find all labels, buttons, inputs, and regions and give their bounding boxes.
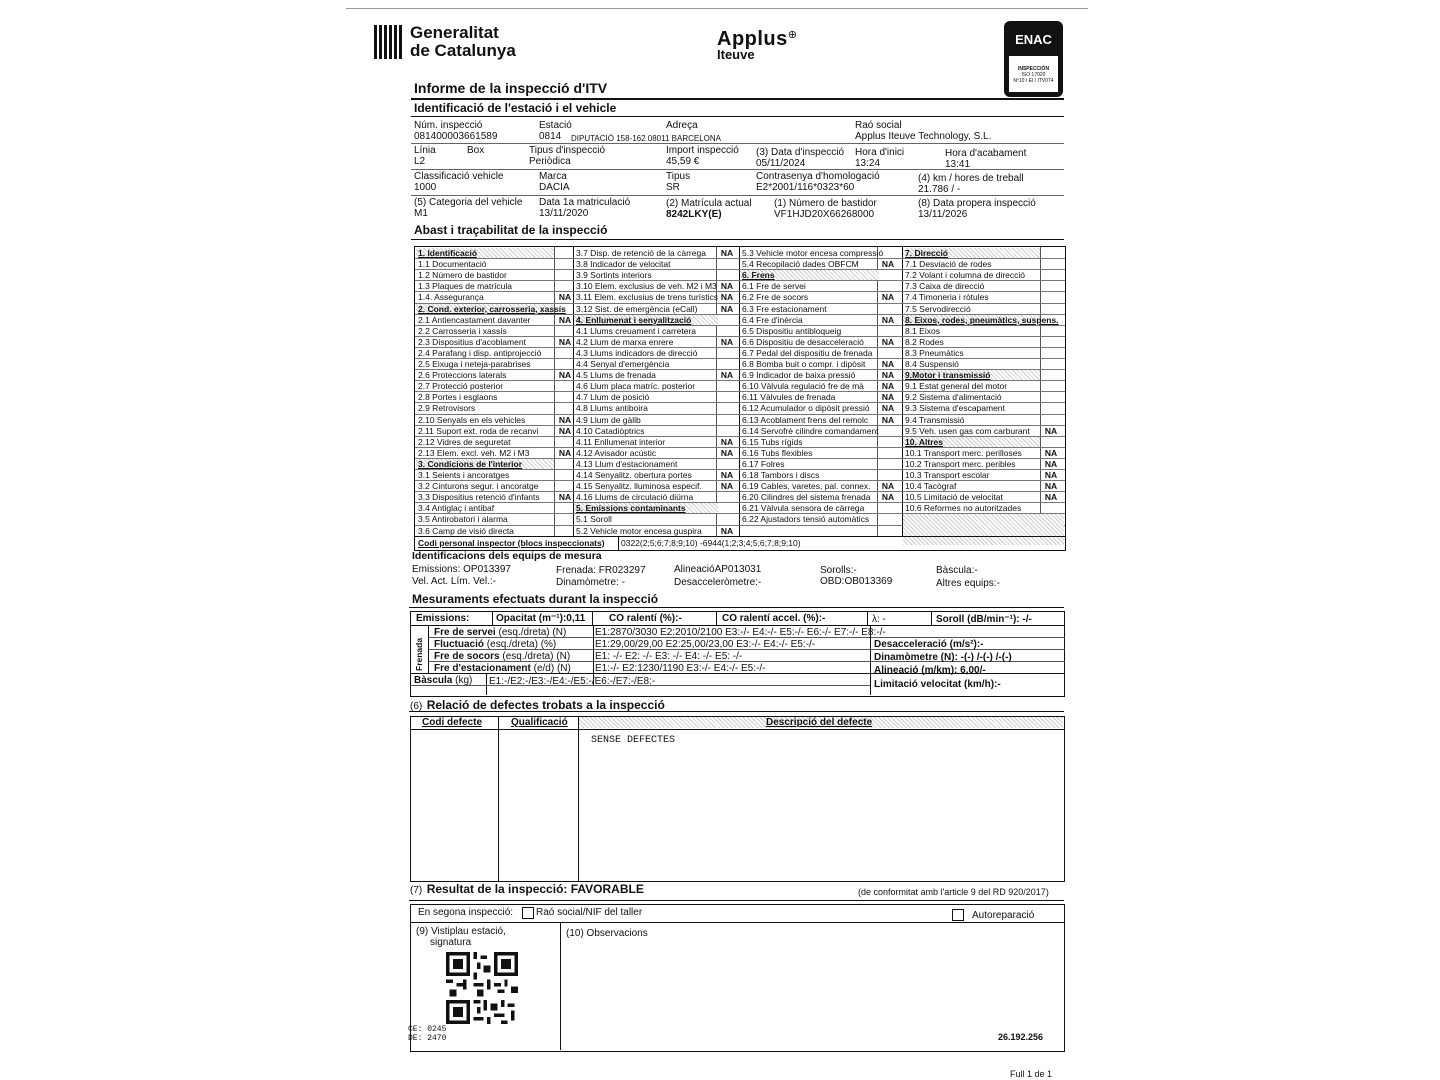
propera-label: (8) Data propera inspecció — [918, 198, 1036, 209]
abast-item: 4.4 Senyal d'emergència — [576, 359, 670, 369]
abast-item: 8.3 Pneumàtics — [905, 347, 964, 358]
abast-item: 6.7 Pedal del dispositiu de frenada — [742, 347, 873, 358]
abast-item: 9.1 Estat general del motor — [905, 381, 1008, 392]
abast-item: 5.1 Soroll — [576, 514, 612, 525]
abast-empty-shade — [903, 514, 1064, 544]
abast-na-mark: NA — [720, 470, 734, 480]
abast-na-mark: NA — [558, 447, 572, 458]
resultat-rule — [409, 900, 1064, 901]
abast-item: 3.9 Sortints interiors — [576, 270, 652, 281]
enac-word: ENAC — [1015, 32, 1052, 47]
sense-defectes-text: SENSE DEFECTES — [591, 735, 676, 746]
rao-social-label: Raó social — [855, 120, 902, 131]
enac-small-3: Nº10 / EI / ITV074 — [1013, 78, 1054, 84]
abast-na-mark: NA — [881, 359, 895, 369]
abast-na-mark: NA — [881, 370, 895, 381]
bascula-label — [414, 675, 472, 686]
abast-item: 9.2 Sistema d'alimentació — [905, 392, 1002, 403]
abast-na-mark: NA — [881, 381, 895, 392]
linia-value: L2 — [414, 156, 426, 167]
applus-logo — [717, 28, 797, 62]
fre-socors-label — [434, 651, 570, 662]
categoria-value: M1 — [414, 208, 428, 219]
col-codi-defecte: Codi defecte — [422, 717, 483, 728]
abast-item: 3.12 Sist. de emergència (eCall) — [576, 303, 698, 314]
vistiplau-label-1: (9) Vistiplau estació, — [416, 926, 506, 937]
classificacio-label: Classificació vehicle — [414, 171, 504, 182]
box-label: Box — [467, 145, 485, 156]
abast-item: 3.11 Elem. exclusius de trens turístics — [576, 292, 719, 303]
abast-item: 4.3 Llums indicadors de direcció — [576, 347, 698, 358]
mes-lambda: λ: - — [872, 614, 886, 625]
enac-small-1: INSPECCIÓN — [1017, 66, 1050, 72]
ident-section-title: Identificació de l'estació i el vehicle — [414, 101, 617, 115]
abast-na-mark: NA — [1044, 447, 1058, 458]
abast-na-mark: NA — [881, 492, 895, 503]
generalitat-line2: de Catalunya — [410, 41, 516, 60]
adreca-value: DIPUTACIÓ 158-162 08011 BARCELONA — [571, 134, 721, 143]
abast-item: 9.3 Sistema d'escapament — [905, 403, 1005, 414]
resultat-title — [410, 880, 644, 898]
frenada-vertical-text: Frenada — [414, 637, 424, 671]
abast-item: 2. Cond. exterior, carrosseria, xassís — [418, 303, 566, 314]
abast-item: 10.6 Reformes no autoritzades — [905, 503, 1022, 514]
rao-social-value: Applus Iteuve Technology, S.L. — [855, 131, 992, 142]
fre-estac-unit: (e/d) (N) — [533, 663, 571, 674]
abast-item: 6.15 Tubs rígids — [742, 436, 803, 447]
codi-divider — [618, 536, 619, 550]
segona-inspeccio-label: En segona inspecció: — [418, 907, 514, 918]
ident-row2-rule — [411, 169, 1064, 170]
abast-item: 10.2 Transport merc. peribles — [905, 458, 1016, 469]
mesuraments-title: Mesuraments efectuats durant la inspecció — [412, 592, 659, 606]
abast-item: 4.13 Llum d'estacionament — [576, 458, 678, 469]
abast-item: 4.6 Llum placa matríc. posterior — [576, 381, 696, 392]
abast-na-mark: NA — [720, 370, 734, 381]
codi-inspector-label: Codi personal inspector (blocs inspeccionats) — [418, 537, 605, 548]
abast-item: 4.1 Llums creuament i carretera — [576, 325, 696, 336]
abast-item: 2.3 Dispositius d'acoblament — [418, 336, 526, 347]
itv-report-page — [346, 8, 1088, 1080]
top-edge-line — [346, 8, 1088, 9]
autoreparacio-label: Autoreparació — [972, 910, 1035, 921]
abast-item: 6.10 Vàlvula regulació fre de mà — [742, 381, 864, 392]
abast-na-mark: NA — [1044, 470, 1058, 480]
linia-label: Línia — [414, 145, 436, 156]
mes-row-rule-1 — [410, 625, 1065, 626]
abast-item: 6.4 Fre d'inèrcia — [742, 314, 803, 325]
contrasenya-value: E2*2001/116*0323*60 — [756, 182, 855, 193]
abast-item: 3.7 Disp. de retenció de la càrrega — [576, 248, 706, 258]
abast-item: 6.9 Indicador de baixa pressió — [742, 370, 856, 381]
abast-item: 5.3 Vehicle motor encesa compressió — [742, 248, 884, 258]
abast-item: 2.6 Proteccions laterals — [418, 370, 507, 381]
enac-small-2: ISO 17020 — [1021, 72, 1046, 78]
abast-item: 10.5 Limitació de velocitat — [905, 492, 1003, 503]
contrasenya-label: Contrasenya d'homologació — [756, 171, 880, 182]
tipus-label: Tipus — [666, 171, 691, 182]
data-inspeccio-label: (3) Data d'inspecció — [756, 147, 845, 158]
qr-code-icon — [446, 952, 518, 1024]
abast-item: 6.19 Cables, varetes, pal. connex. — [742, 481, 871, 492]
document-number: 26.192.256 — [998, 1032, 1044, 1042]
generalitat-name — [410, 24, 516, 60]
mes-soroll: Soroll (dB/min⁻¹): -/- — [936, 614, 1032, 625]
ident-row1-rule — [411, 143, 1064, 144]
mes-vline-2 — [592, 611, 593, 625]
mes-vline-4 — [867, 611, 868, 625]
abast-item: 6.14 Servofrè cilindre comandament — [742, 425, 879, 436]
equip-frenada: Frenada: FR023297 — [556, 565, 646, 576]
defectes-header-rule — [410, 729, 1065, 730]
abast-item: 2.9 Retrovisors — [418, 403, 476, 414]
abast-item: 2.10 Senyals en els vehicles — [418, 414, 526, 425]
observacions-label: (10) Observacions — [566, 928, 648, 939]
abast-item: 8.1 Eixos — [905, 325, 940, 336]
km-label: (4) km / hores de treball — [918, 173, 1024, 184]
fre-estac-name: Fre d'estacionament — [434, 663, 531, 674]
abast-item: 8. Eixos, rodes, pneumàtics, suspens. — [905, 314, 1059, 325]
abast-na-mark: NA — [720, 336, 734, 347]
data-inspeccio-value: 05/11/2024 — [756, 158, 806, 169]
marca-value: DACIA — [539, 182, 570, 193]
equip-sorolls: Sorolls:- — [820, 565, 857, 576]
estacio-label: Estació — [539, 120, 572, 131]
abast-na-mark: NA — [881, 481, 895, 492]
resultat-inner-rule — [410, 922, 1065, 923]
abast-section-title: Abast i traçabilitat de la inspecció — [414, 223, 608, 237]
rao-nif-checkbox[interactable] — [522, 907, 534, 919]
abast-item: 8.2 Rodes — [905, 336, 944, 347]
mes-vline-8 — [486, 673, 487, 695]
abast-item: 1. Identificació — [418, 248, 478, 258]
fre-socors-value: E1: -/- E2: -/- E3: -/- E4: -/- E5: -/- — [595, 651, 743, 662]
abast-item: 4.5 Llums de frenada — [576, 370, 656, 381]
abast-rule — [411, 239, 1064, 240]
ce-code: CE: 0245 — [408, 1025, 447, 1034]
km-value: 21.786 / - — [918, 184, 961, 195]
abast-item: 2.11 Suport ext. roda de recanvi — [418, 425, 539, 436]
abast-item: 10. Altres — [905, 436, 943, 447]
defectes-table — [410, 716, 1065, 882]
abast-na-mark: NA — [1044, 481, 1058, 492]
abast-item: 6.12 Acumulador o dipòsit pressió — [742, 403, 870, 414]
resultat-col-rule — [560, 922, 561, 1050]
enac-seal-inner — [1009, 56, 1058, 92]
abast-row-rule — [739, 525, 902, 526]
num-inspeccio-label: Núm. inspecció — [414, 120, 483, 131]
equip-obd: OBD:OB013369 — [820, 576, 893, 587]
ident-row3-rule — [411, 195, 1064, 196]
abast-item: 6.21 Vàlvula sensora de càrrega — [742, 503, 865, 514]
abast-item: 6.20 Cilindres del sistema frenada — [742, 492, 871, 503]
defectes-col-rule-2 — [578, 716, 579, 882]
equip-alineacio: AlineacióAP013031 — [674, 564, 762, 575]
abast-item: 3.10 Elem. exclusius de veh. M2 i M3 — [576, 281, 717, 292]
abast-na-mark: NA — [558, 370, 572, 381]
dinamometre: Dinamòmetre (N): -(-) /-(-) /-(-) — [874, 652, 1012, 663]
fluctuacio-unit: (esq./dreta) (%) — [486, 639, 557, 650]
abast-item: 4.12 Avisador acústic — [576, 447, 657, 458]
codi-inspector-value: 0322(2;5;6;7;8;9;10) -6944(1;2;3;4;5;6;7;8;9;10) — [621, 537, 801, 548]
defectes-col-rule-1 — [498, 716, 499, 882]
matricula-value: 8242LKY(E) — [666, 209, 722, 220]
abast-item: 10.3 Transport escolar — [905, 470, 990, 480]
hora-acabament-label: Hora d'acabament — [945, 148, 1027, 159]
abast-na-mark: NA — [881, 314, 895, 325]
abast-item: 3.5 Antirobatori i alarma — [418, 514, 508, 525]
abast-item: 3.4 Antiglaç i antibaf — [418, 503, 495, 514]
abast-item: 8.4 Suspensió — [905, 359, 959, 369]
categoria-label: (5) Categoria del vehicle — [414, 197, 523, 208]
equip-emissions: Emissions: OP013397 — [412, 564, 511, 575]
abast-na-mark: NA — [558, 425, 572, 436]
abast-item: 6.22 Ajustadors tensió automàtics — [742, 514, 870, 525]
mes-vline-1 — [492, 611, 493, 625]
abast-item: 6.13 Acoblament frens del remolc — [742, 414, 869, 425]
bascula-name: Bàscula — [414, 675, 453, 686]
tipus-inspeccio-label: Tipus d'inspecció — [529, 145, 606, 156]
abast-item: 2.7 Protecció posterior — [418, 381, 504, 392]
abast-item: 2.4 Parafang i disp. antiprojecció — [418, 347, 542, 358]
abast-item: 4.11 Enllumenat interior — [576, 436, 666, 447]
fre-servei-label — [434, 627, 566, 638]
abast-item: 6.8 Bomba buit o compr. i dipòsit — [742, 359, 866, 369]
defectes-title-text: Relació de defectes trobats a la inspecció — [426, 698, 665, 712]
abast-item: 5.4 Recopilació dades OBFCM — [742, 259, 859, 270]
abast-item: 4.9 Llum de gàlib — [576, 414, 641, 425]
abast-na-mark: NA — [720, 248, 734, 258]
mes-vline-6 — [428, 625, 429, 673]
hora-inici-value: 13:24 — [855, 158, 881, 169]
frenada-vertical-label — [412, 627, 426, 673]
abast-item: 6.5 Dispositiu antibloqueig — [742, 325, 842, 336]
matricula-label: (2) Matrícula actual — [666, 198, 752, 209]
abast-item: 4.15 Senyalitz. lluminosa especif. — [576, 481, 702, 492]
abast-na-mark: NA — [720, 436, 734, 447]
abast-na-mark: NA — [720, 303, 734, 314]
applus-brand-name: Applus — [717, 28, 788, 50]
conformitat-note: (de conformitat amb l'article 9 del RD 920/2017) — [858, 887, 1049, 897]
import-value: 45,59 € — [666, 156, 700, 167]
abast-item: 1.3 Plaques de matrícula — [418, 281, 513, 292]
abast-item: 7.3 Caixa de direcció — [905, 281, 985, 292]
limitacio: Limitació velocitat (km/h):- — [874, 679, 1001, 690]
defectes-title-num: (6) — [410, 701, 423, 712]
plus-circle-icon: ⊕ — [787, 29, 797, 41]
abast-item: 2.1 Antiencastament davanter — [418, 314, 531, 325]
de-code: DE: 2470 — [408, 1034, 447, 1043]
abast-item: 9.4 Transmissió — [905, 414, 965, 425]
applus-brand-sub: Iteuve — [717, 47, 755, 62]
abast-item: 6.1 Fre de servei — [742, 281, 806, 292]
mes-vline-5 — [931, 611, 932, 625]
bascula-value: E1:-/E2:-/E3:-/E4:-/E5:-/E6:-/E7:-/E8:- — [489, 676, 656, 687]
fre-servei-value: E1:2870/3030 E2:2010/2100 E3:-/- E4:-/- E5:-/- E6:-/- E7:-/- E8:-/- — [595, 627, 886, 638]
abast-item: 3. Condicions de l'interior — [418, 458, 523, 469]
fluctuacio-name: Fluctuació — [434, 639, 485, 650]
abast-item: 4. Enllumenat i senyalització — [576, 314, 692, 325]
abast-item: 10.4 Tacògraf — [905, 481, 957, 492]
document-title: Informe de la inspecció d'ITV — [414, 80, 608, 96]
fluctuacio-label — [434, 639, 556, 650]
page-number: Full 1 de 1 — [1010, 1069, 1053, 1079]
hora-inici-label: Hora d'inici — [855, 147, 905, 158]
abast-item: 6.2 Fre de socors — [742, 292, 809, 303]
abast-na-mark: NA — [720, 525, 734, 536]
abast-na-mark: NA — [881, 336, 895, 347]
abast-na-mark: NA — [558, 414, 572, 425]
abast-item: 2.8 Portes i esglaons — [418, 392, 498, 403]
abast-item: 7.1 Desviació de rodes — [905, 259, 992, 270]
abast-item: 9.5 Veh. usen gas com carburant — [905, 425, 1030, 436]
abast-item: 4.14 Senyalitz. obertura portes — [576, 470, 692, 480]
abast-item: 6.16 Tubs flexibles — [742, 447, 813, 458]
generalitat-logo-icon — [374, 25, 402, 59]
propera-value: 13/11/2026 — [918, 209, 968, 220]
adreca-label: Adreça — [666, 120, 698, 131]
fre-estac-value: E1:-/- E2:1230/1190 E3:-/- E4:-/- E5:-/- — [595, 663, 766, 674]
fre-socors-name: Fre de socors — [434, 651, 500, 662]
data-matriculacio-value: 13/11/2020 — [539, 208, 589, 219]
abast-item: 9.Motor i transmissió — [905, 370, 991, 381]
title-rule — [411, 98, 1064, 100]
abast-item: 7. Direcció — [905, 248, 948, 258]
abast-item: 3.8 Indicador de velocitat — [576, 259, 671, 270]
mes-vline-3 — [716, 611, 717, 625]
bastidor-value: VF1HJD20X66268000 — [774, 209, 875, 220]
mesuraments-rule — [409, 607, 1064, 608]
abast-item: 3.3 Dispositius retenció d'infants — [418, 492, 540, 503]
abast-na-mark: NA — [881, 292, 895, 303]
abast-item: 10.1 Transport merc. perilloses — [905, 447, 1022, 458]
abast-item: 4.10 Catadiòptrics — [576, 425, 645, 436]
num-inspeccio-value: 081400003661589 — [414, 131, 498, 142]
abast-item: 1.4. Assegurança — [418, 292, 484, 303]
data-matriculacio-label: Data 1a matriculació — [539, 197, 631, 208]
abast-item: 6.11 Vàlvules de frenada — [742, 392, 836, 403]
col-qualificacio: Qualificació — [511, 717, 568, 728]
mes-co-ralenti: CO ralentí (%):- — [609, 613, 682, 624]
abast-item: 3.2 Cinturons segur. i ancoratge — [418, 481, 539, 492]
alineacio: Alineació (m/km): 6,00/- — [874, 665, 986, 676]
abast-item: 5.2 Vehicle motor encesa guspira — [576, 525, 702, 536]
abast-na-mark: NA — [1044, 425, 1058, 436]
fre-socors-unit: (esq./dreta) (N) — [502, 651, 571, 662]
abast-item: 6. Frens — [742, 270, 775, 281]
abast-na-mark: NA — [881, 392, 895, 403]
mes-emissions-label: Emissions: — [416, 613, 470, 624]
abast-item: 2.2 Carrosseria i xassís — [418, 325, 507, 336]
abast-item: 3.1 Seients i ancoratges — [418, 470, 510, 480]
resultat-title-text: Resultat de la inspecció: FAVORABLE — [426, 882, 644, 896]
abast-na-mark: NA — [558, 492, 572, 503]
fluctuacio-value: E1:29,00/29,00 E2:25,00/23,00 E3:-/- E4:-/- E5:-/- — [595, 639, 816, 650]
equip-vel: Vel. Act. Lím. Vel.:- — [412, 576, 496, 587]
abast-item: 6.6 Dispositiu de desacceleració — [742, 336, 864, 347]
enac-seal — [1004, 21, 1063, 97]
abast-item: 4.2 Llum de marxa enrere — [576, 336, 674, 347]
equip-bascula: Bàscula:- — [936, 565, 978, 576]
abast-item: 7.5 Servodirecció — [905, 303, 971, 314]
abast-item: 4.7 Llum de posició — [576, 392, 650, 403]
abast-item: 6.3 Fre estacionament — [742, 303, 827, 314]
abast-item: 2.13 Elem. excl. veh. M2 i M3 — [418, 447, 530, 458]
abast-na-mark: NA — [720, 481, 734, 492]
abast-item: 6.17 Folres — [742, 458, 785, 469]
abast-na-mark: NA — [720, 292, 734, 303]
abast-na-mark: NA — [558, 336, 572, 347]
abast-item: 1.1 Documentació — [418, 259, 487, 270]
abast-na-mark: NA — [558, 292, 572, 303]
abast-item: 6.18 Tambors i discs — [742, 470, 820, 480]
abast-item: 7.2 Volant i columna de direcció — [905, 270, 1026, 281]
vistiplau-label-2: signatura — [430, 937, 472, 948]
resultat-title-num: (7) — [410, 885, 423, 896]
abast-na-mark: NA — [720, 281, 734, 292]
fre-servei-name: Fre de servei — [434, 627, 496, 638]
abast-item: 7.4 Timoneria i ròtules — [905, 292, 989, 303]
marca-label: Marca — [539, 171, 567, 182]
abast-item: 2.12 Vidres de seguretat — [418, 436, 511, 447]
abast-na-mark: NA — [558, 314, 572, 325]
ident-rule — [411, 116, 1064, 117]
defectes-rule — [409, 711, 1064, 712]
abast-item: 1.2 Número de bastidor — [418, 270, 507, 281]
equip-dinamometre: Dinamòmetre: - — [556, 577, 625, 588]
abast-na-mark: NA — [881, 414, 895, 425]
hora-acabament-value: 13:41 — [945, 159, 971, 170]
equips-title: Identificacions dels equips de mesura — [412, 550, 602, 562]
abast-na-mark: NA — [720, 447, 734, 458]
bastidor-label: (1) Número de bastidor — [774, 198, 877, 209]
classificacio-value: 1000 — [414, 182, 437, 193]
fre-servei-unit: (esq./dreta) (N) — [498, 627, 567, 638]
abast-item: 3.6 Camp de visió directa — [418, 525, 514, 536]
col-descripcio: Descripció del defecte — [766, 717, 873, 728]
abast-na-mark: NA — [881, 259, 895, 270]
tipus-inspeccio-value: Periòdica — [529, 156, 571, 167]
abast-na-mark: NA — [881, 403, 895, 414]
fre-estac-label — [434, 663, 571, 674]
autoreparacio-checkbox[interactable] — [952, 909, 964, 921]
equip-altres: Altres equips:- — [936, 578, 1000, 589]
abast-codi-rule — [415, 536, 1065, 537]
generalitat-line1: Generalitat — [410, 23, 499, 42]
mes-opacitat: Opacitat (m⁻¹):0,11 — [496, 613, 586, 624]
abast-item: 4.8 Llums antiboira — [576, 403, 648, 414]
bascula-unit: (kg) — [455, 675, 473, 686]
abast-table — [414, 246, 1066, 551]
abast-na-mark: NA — [1044, 492, 1058, 503]
desacceleracio: Desacceleració (m/s²):- — [874, 639, 984, 650]
mes-co-ralenti-accel: CO ralentí accel. (%):- — [722, 613, 826, 624]
abast-item: 5. Emissions contaminants — [576, 503, 686, 514]
abast-na-mark: NA — [1044, 458, 1058, 469]
equip-desaccelerometre: Desacceleròmetre:- — [674, 577, 762, 588]
abast-item: 2.5 Eixuga i neteja-parabrises — [418, 359, 531, 369]
rao-nif-label: Raó social/NIF del taller — [536, 907, 643, 918]
estacio-value: 0814 — [539, 131, 562, 142]
import-label: Import inspecció — [666, 145, 739, 156]
tipus-value: SR — [666, 182, 680, 193]
abast-item: 4.16 Llums de circulació diürna — [576, 492, 694, 503]
